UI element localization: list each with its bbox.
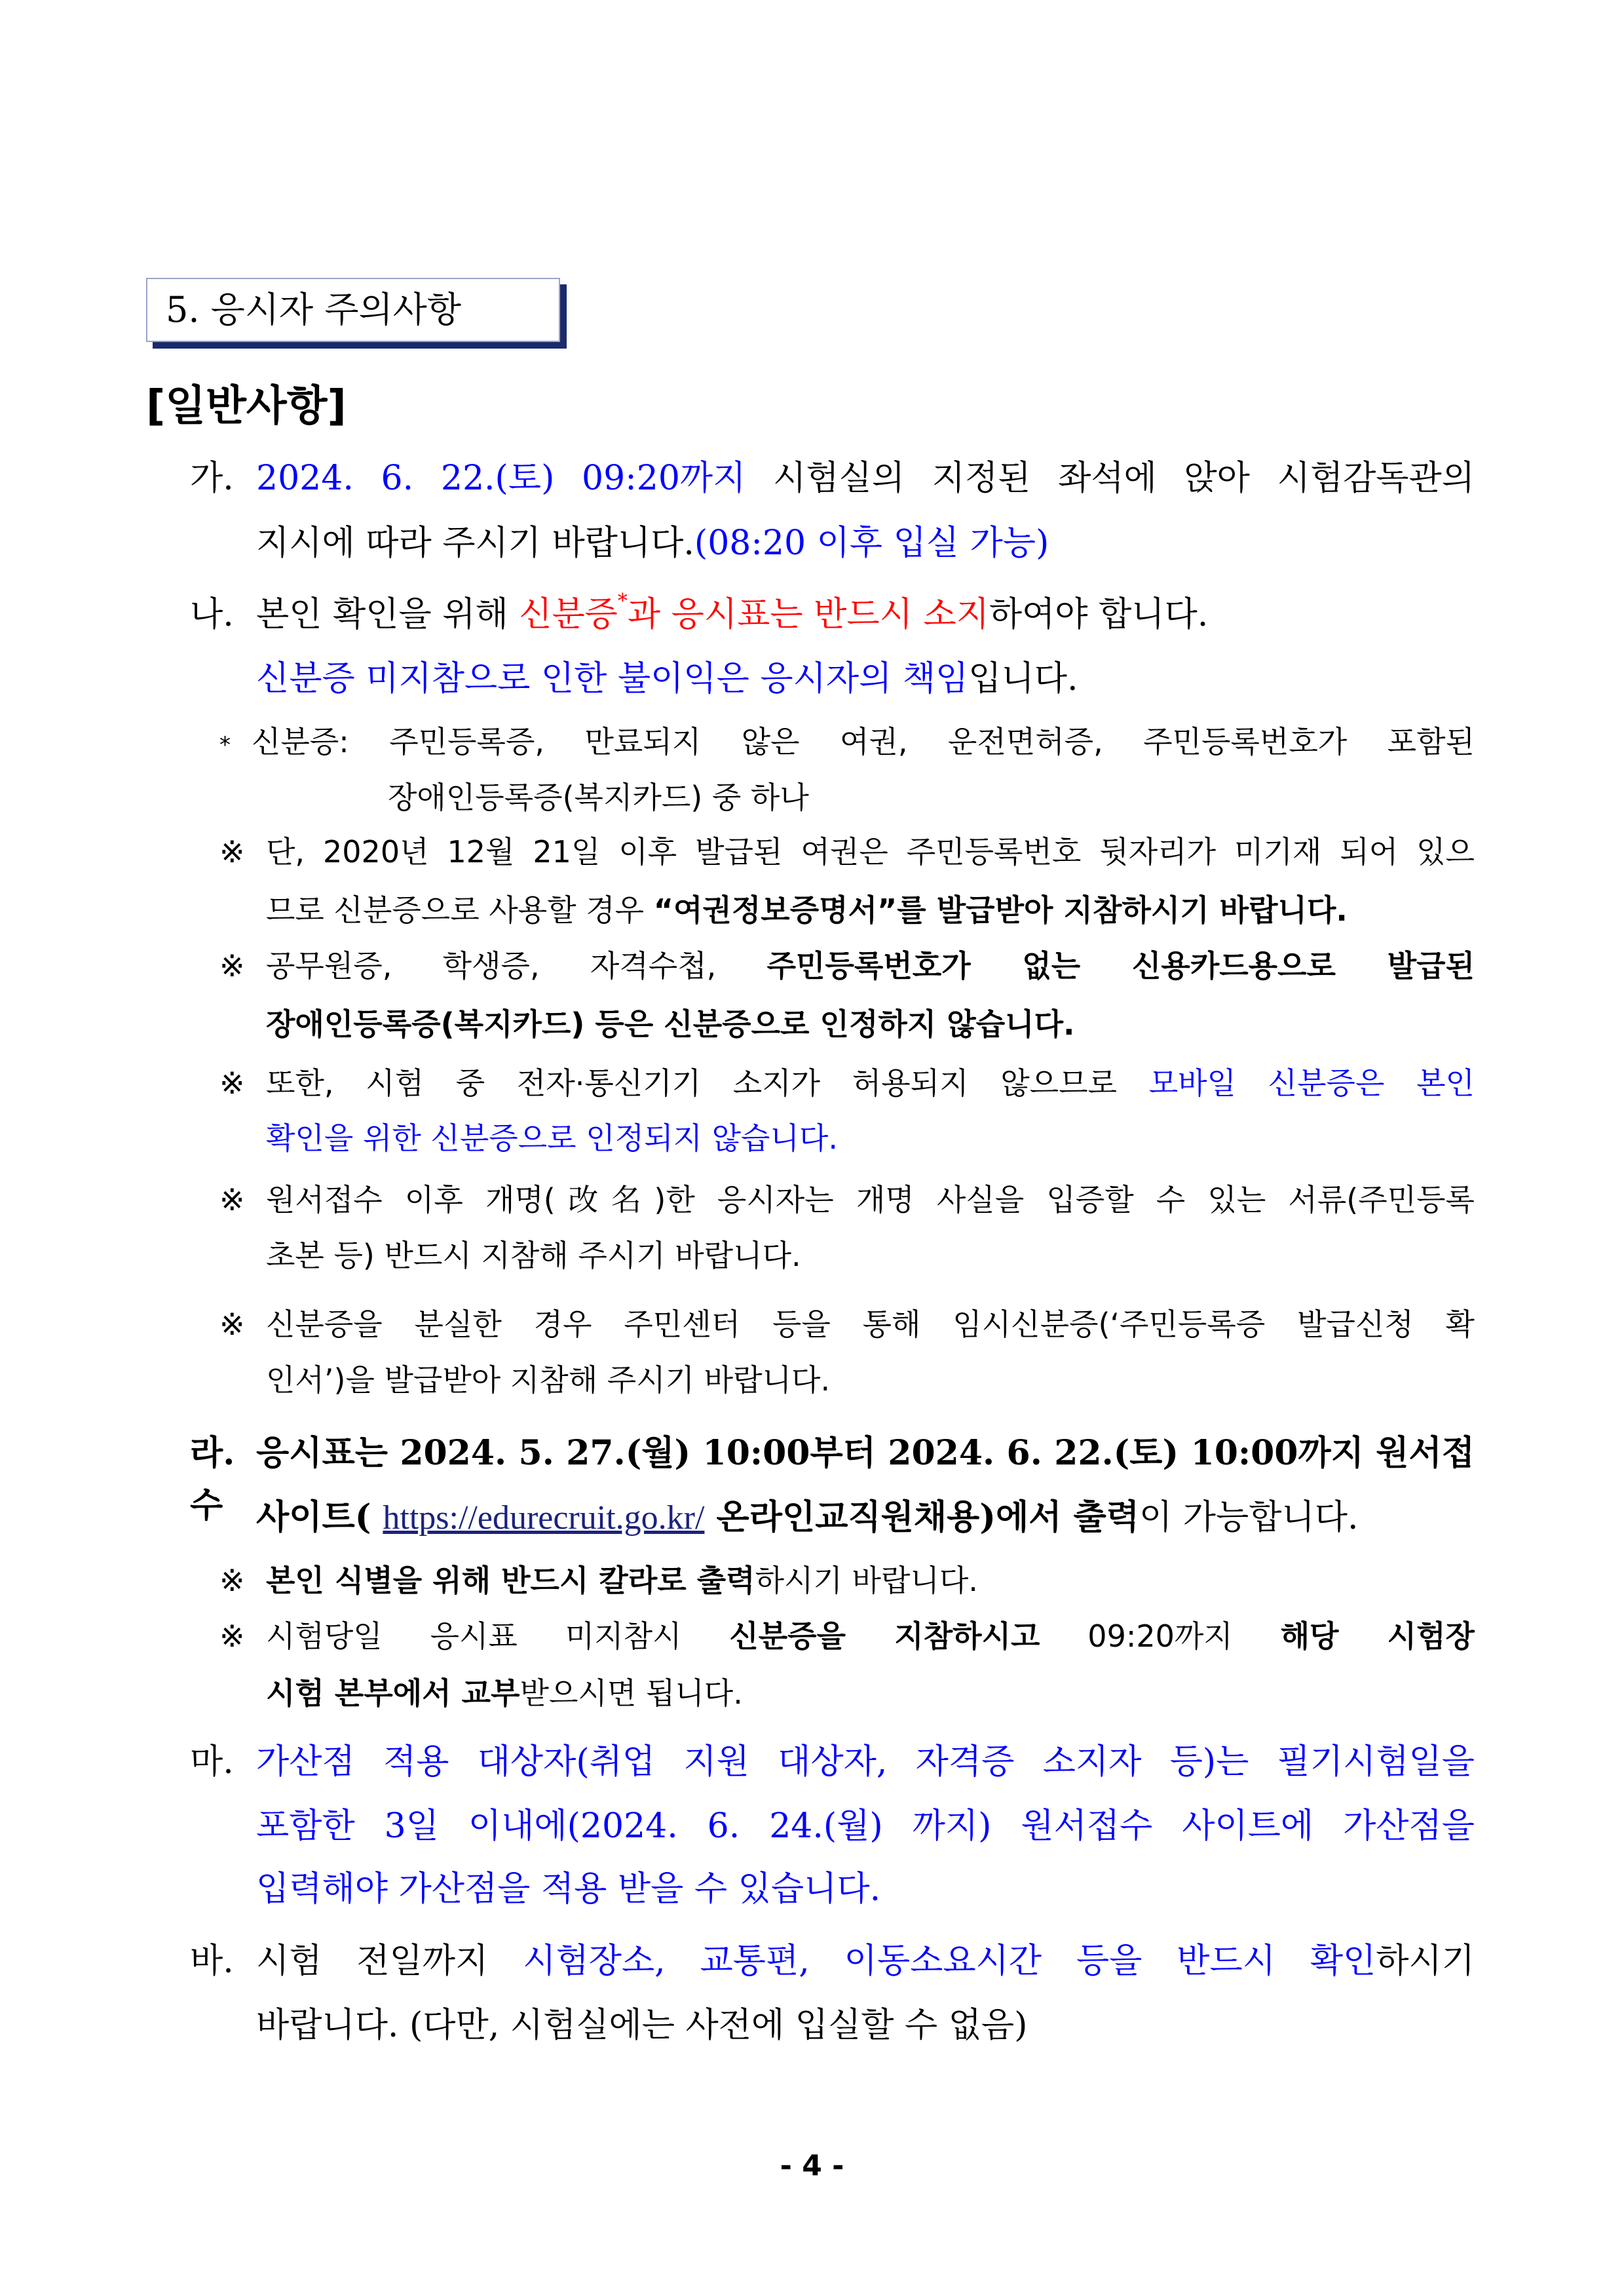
item-na-body-text-end: 하여야 합니다.: [989, 595, 1209, 634]
note-no-ticket-emphasis-2: 해당 시험장: [1280, 1618, 1475, 1654]
item-na-body-text-2: 입니다.: [968, 659, 1078, 698]
item-ga-body-text: 시험실의 지정된 좌석에 앉아 시험감독관의: [746, 459, 1475, 498]
note-mark: ※: [219, 1563, 245, 1598]
item-ma-line-3: [256, 1863, 1534, 1915]
section-title: 5. 응시자 주의사항: [166, 289, 461, 330]
item-ga-line-1: [190, 452, 1475, 505]
note-no-ticket-text: 시험당일 응시표 미지참시: [266, 1618, 730, 1654]
note-passport-line-1: [219, 829, 1475, 875]
item-na-footnote-mark: *: [617, 590, 628, 613]
note-passport-emphasis: “여권정보증명서”를 발급받아 지참하시기 바랍니다.: [653, 892, 1348, 928]
note-lost-id-line-1: [219, 1301, 1475, 1347]
note-invalid-id-emphasis: 주민등록번호가 없는 신용카드용으로 발급된: [766, 948, 1475, 984]
note-no-ticket-line-2: [266, 1670, 1530, 1716]
note-invalid-id-line-1: [219, 943, 1475, 989]
footnote-mark: *: [219, 732, 231, 758]
note-no-ticket-line-1: [219, 1613, 1475, 1659]
note-mark: ※: [219, 1618, 245, 1654]
note-mark: ※: [219, 948, 245, 984]
footnote-text: 신분증: 주민등록증, 만료되지 않은 여권, 운전면허증, 주민등록번호가 포함된: [252, 724, 1475, 759]
item-ga-line-2: [256, 517, 1534, 569]
note-mark: ※: [219, 1065, 245, 1101]
note-lost-id-line-2: [266, 1357, 1530, 1403]
note-color-print-text: 하시기 바랍니다.: [755, 1563, 978, 1598]
note-passport-text: 단, 2020년 12월 21일 이후 발급된 여권은 주민등록번호 뒷자리가 미기재 되어 있으: [266, 834, 1475, 870]
note-color-print-line: [219, 1558, 1497, 1603]
item-ga-marker: 가.: [190, 459, 234, 498]
item-ra-body-text-end: 이 가능합니다.: [1139, 1498, 1359, 1537]
footnote-text-2: 장애인등록증(복지카드) 중 하나: [388, 780, 809, 815]
item-ra-site-text: 사이트(: [256, 1497, 383, 1537]
item-na-line-2: [256, 653, 1534, 705]
note-lost-id-text: 신분증을 분실한 경우 주민센터 등을 통해 임시신분증(‘주민등록증 발급신청 확: [266, 1307, 1475, 1342]
note-mobile-id-line-2: [266, 1115, 1530, 1161]
note-color-print-emphasis: 본인 식별을 위해 반드시 칼라로 출력: [266, 1563, 755, 1598]
note-name-change-line-2: [266, 1233, 1530, 1278]
item-ma-body-text: 가산점 적용 대상자(취업 지원 대상자, 자격증 소지자 등)는 필기시험일을: [256, 1742, 1475, 1782]
note-invalid-id-line-2: [266, 1001, 1530, 1047]
item-na-line-1: [190, 588, 1500, 641]
note-mark: ※: [219, 1307, 245, 1342]
item-ma-marker: 마.: [190, 1742, 234, 1782]
page-number: - 4 -: [780, 2149, 844, 2183]
section-title-box: [146, 278, 560, 342]
item-na-marker: 나.: [190, 595, 234, 634]
item-na-body-text: 본인 확인을 위해: [256, 595, 519, 634]
note-passport-text-2: 므로 신분증으로 사용할 경우: [266, 892, 654, 928]
item-ma-body-text-2: 포함한 3일 이내에(2024. 6. 24.(월) 까지) 원서접수 사이트에 가산점을: [256, 1807, 1475, 1846]
note-no-ticket-emphasis: 신분증을 지참하시고: [729, 1618, 1040, 1654]
note-mark: ※: [219, 834, 245, 870]
note-mobile-id-text: 또한, 시험 중 전자·통신기기 소지가 허용되지 않으므로: [266, 1065, 1149, 1101]
item-ra-marker: 라.: [190, 1433, 235, 1473]
item-ma-line-1: [190, 1736, 1475, 1788]
item-na-responsibility-text: 신분증 미지참으로 인한 불이익은 응시자의 책임: [256, 659, 969, 698]
note-name-change-text-2: 초본 등) 반드시 지참해 주시기 바랍니다.: [266, 1238, 801, 1273]
general-heading: [일반사항]: [146, 382, 347, 430]
note-passport-line-2: [266, 887, 1530, 933]
item-ra-line-2: [256, 1491, 1534, 1544]
note-lost-id-text-2: 인서’)을 발급받아 지참해 주시기 바랍니다.: [266, 1362, 831, 1398]
item-ga-body-text-2: 지시에 따라 주시기 바랍니다.: [256, 524, 694, 563]
note-invalid-id-emphasis-2: 장애인등록증(복지카드) 등은 신분증으로 인정하지 않습니다.: [266, 1006, 1075, 1042]
item-ra-print-text: 온라인교직원채용)에서 출력: [704, 1497, 1140, 1537]
item-ma-body-text-3: 입력해야 가산점을 적용 받을 수 있습니다.: [256, 1869, 881, 1909]
item-ba-body-text-end: 하시기: [1376, 1942, 1475, 1981]
footnote-line-1: [219, 719, 1475, 765]
item-ba-line-1: [190, 1935, 1475, 1987]
edurecruit-link[interactable]: https://edurecruit.go.kr/: [383, 1499, 705, 1537]
item-ba-body-text-2: 바랍니다. (다만, 시험실에는 사전에 입실할 수 없음): [256, 2006, 1028, 2045]
note-mobile-id-emphasis-2: 확인을 위한 신분증으로 인정되지 않습니다.: [266, 1120, 838, 1156]
note-no-ticket-text-2: 받으시면 됩니다.: [519, 1675, 743, 1711]
item-na-id-card-text: 신분증: [519, 595, 618, 634]
item-ma-line-2: [256, 1800, 1475, 1852]
note-no-ticket-emphasis-3: 시험 본부에서 교부: [266, 1675, 520, 1711]
note-no-ticket-time: 09:20까지: [1040, 1618, 1281, 1654]
item-ba-marker: 바.: [190, 1942, 234, 1981]
item-ra-body-text: 응시표는 2024. 5. 27.(월) 10:00부터 2024. 6. 22.(토) 10:00까지 원서접수: [190, 1433, 1475, 1525]
note-invalid-id-text: 공무원증, 학생증, 자격수첩,: [266, 948, 767, 984]
note-mark: ※: [219, 1182, 245, 1217]
note-name-change-text: 원서접수 이후 개명(改名)한 응시자는 개명 사실을 입증할 수 있는 서류(주민등록: [266, 1182, 1475, 1217]
note-mobile-id-emphasis: 모바일 신분증은 본인: [1148, 1065, 1475, 1101]
item-ga-deadline-text: 2024. 6. 22.(토) 09:20까지: [256, 459, 746, 498]
note-mobile-id-line-1: [219, 1060, 1475, 1106]
item-ba-body-text: 시험 전일까지: [256, 1942, 523, 1981]
footnote-line-2: [388, 775, 1501, 820]
item-ga-entry-time: (08:20 이후 입실 가능): [694, 524, 1049, 563]
item-ba-line-2: [256, 1999, 1534, 2052]
item-na-required-text: 과 응시표는 반드시 소지: [627, 595, 989, 634]
item-ba-emphasis: 시험장소, 교통편, 이동소요시간 등을 반드시 확인: [523, 1942, 1376, 1981]
note-name-change-line-1: [219, 1177, 1475, 1223]
